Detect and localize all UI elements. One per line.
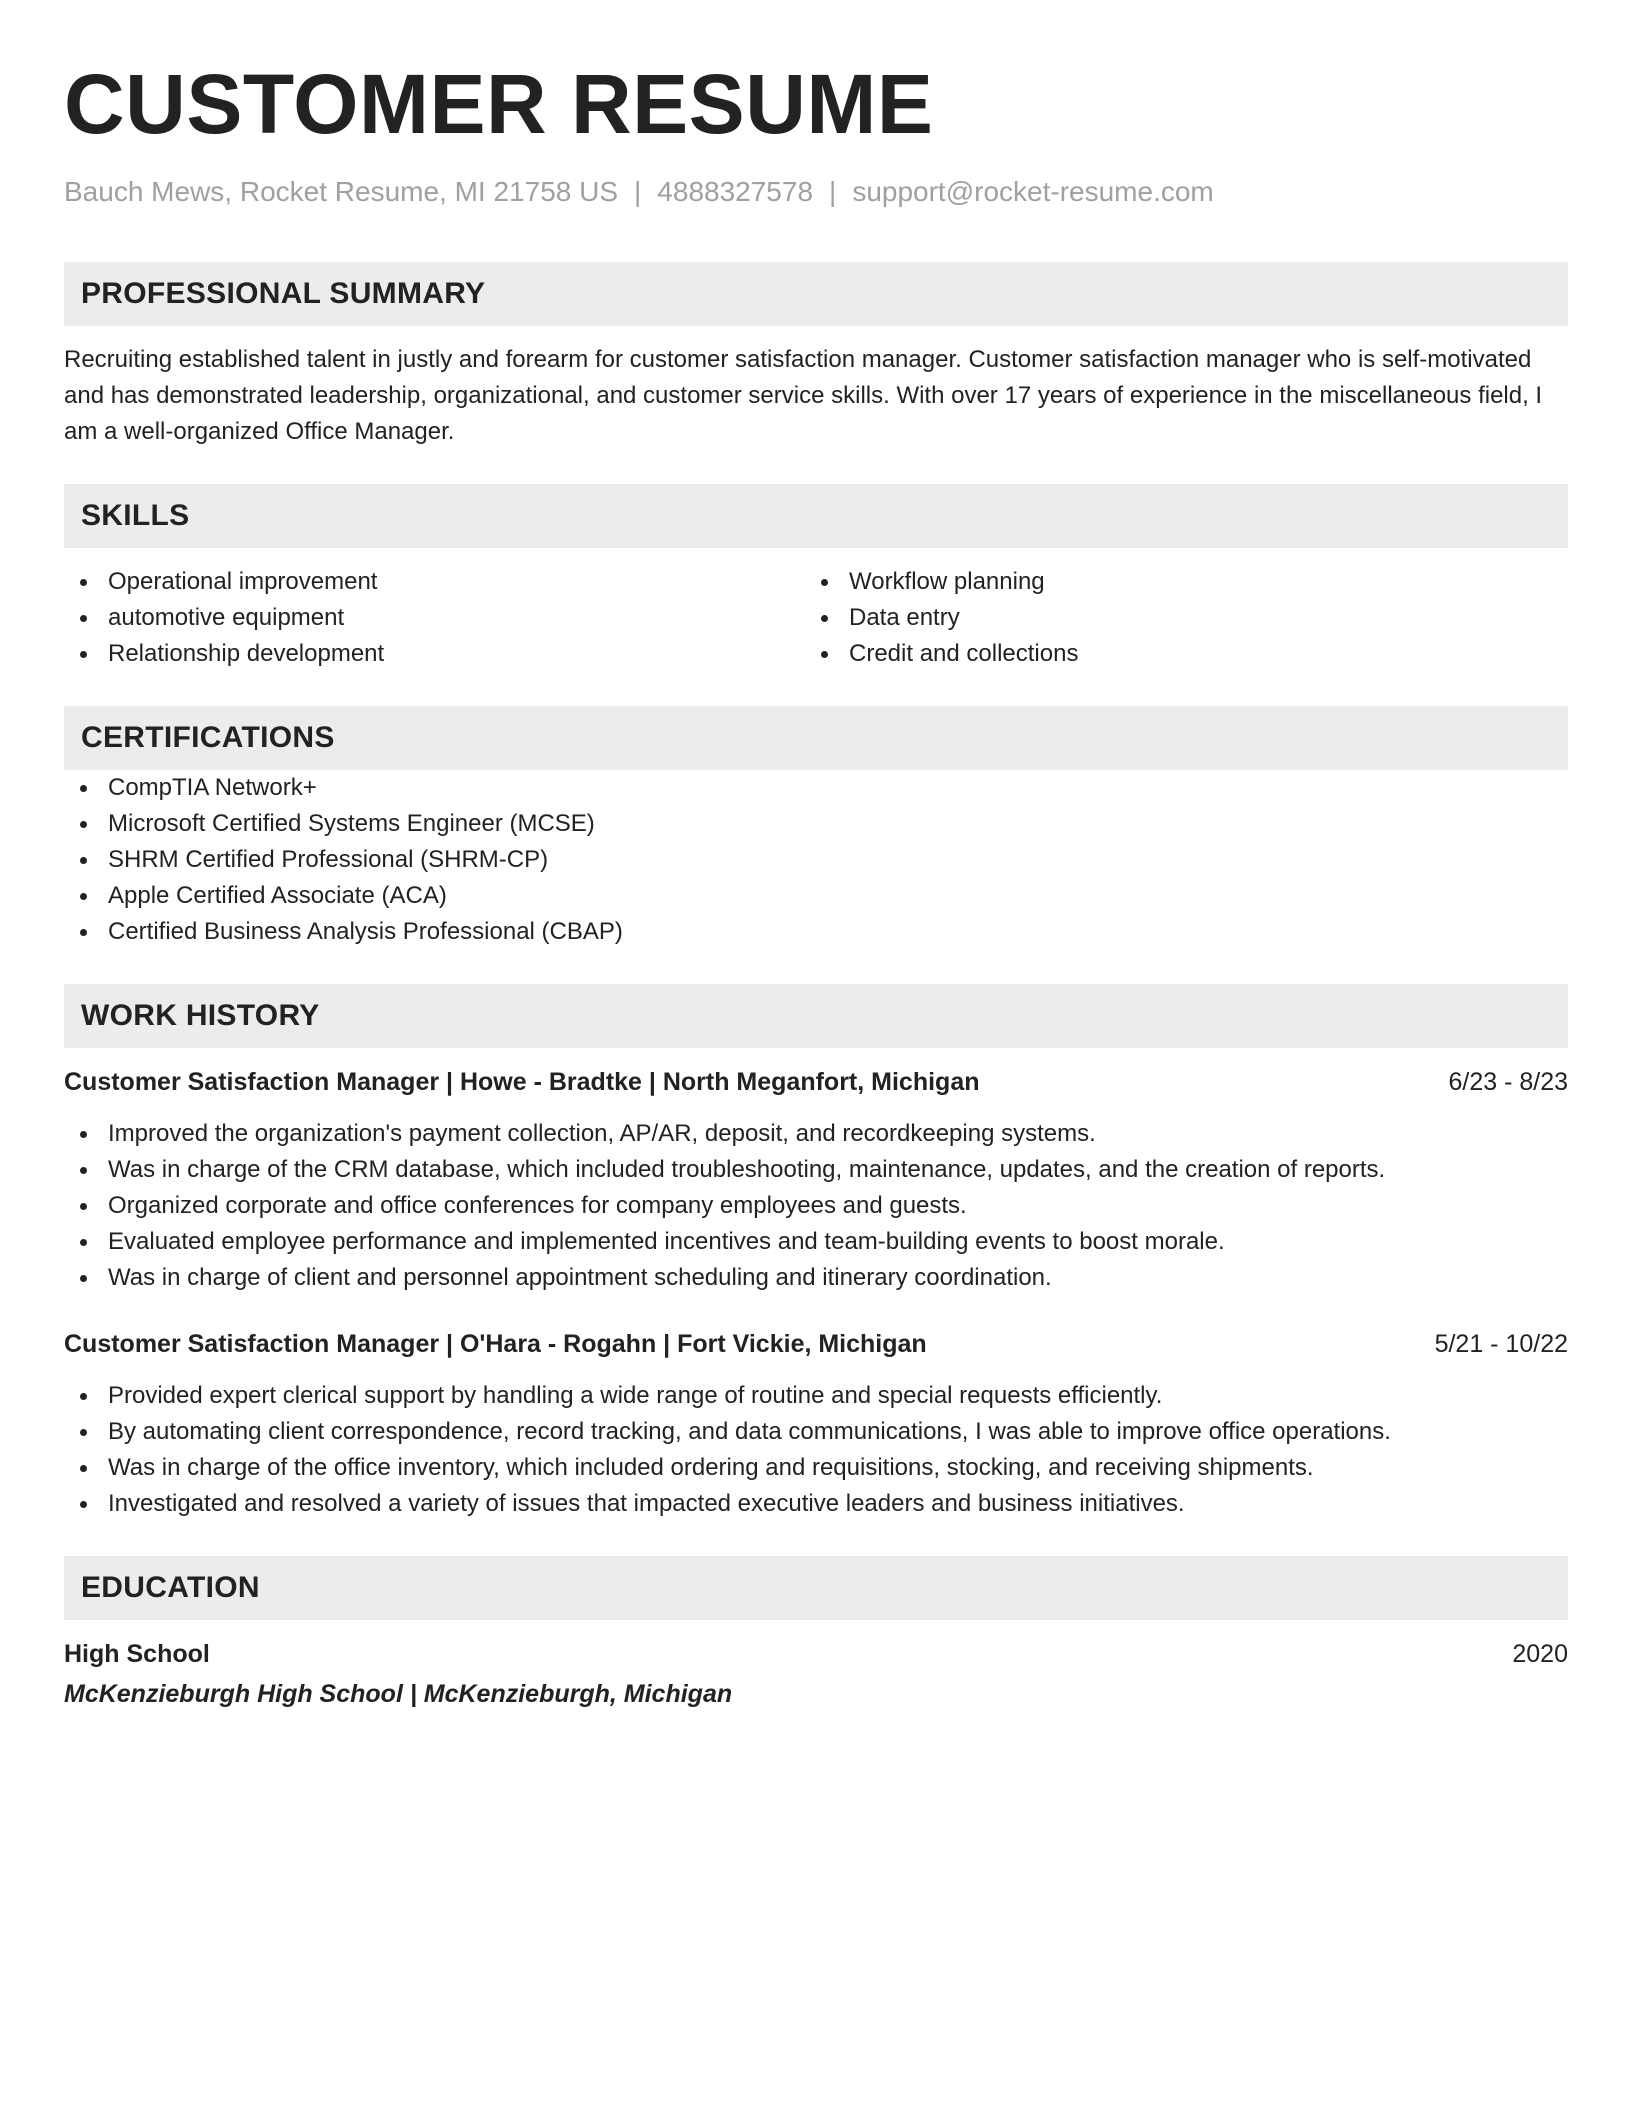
certification-item: SHRM Certified Professional (SHRM-CP) (64, 842, 1568, 878)
skill-item: Data entry (805, 600, 1546, 636)
job-header (64, 1326, 1568, 1362)
skills-column-left (64, 564, 805, 672)
section-header-skills: SKILLS (64, 484, 1568, 548)
education-school: McKenzieburgh High School | McKenzieburgh, Michigan (64, 1680, 733, 1708)
job-bullet: Evaluated employee performance and implemented incentives and team-building events to boost morale. (64, 1224, 1568, 1260)
skills-column-right (805, 564, 1546, 672)
job-bullet: Improved the organization's payment collection, AP/AR, deposit, and recordkeeping systems. (64, 1116, 1568, 1152)
job-bullet: By automating client correspondence, record tracking, and data communications, I was able to improve office operations. (64, 1414, 1568, 1450)
job-bullet: Was in charge of the office inventory, which included ordering and requisitions, stocking, and receiving shipments. (64, 1450, 1568, 1486)
certification-item: CompTIA Network+ (64, 770, 1568, 806)
contact-email: support@rocket-resume.com (852, 176, 1214, 207)
job-dates: 5/21 - 10/22 (1434, 1330, 1568, 1358)
education-degree: High School (64, 1640, 210, 1668)
certification-item: Apple Certified Associate (ACA) (64, 878, 1568, 914)
contact-line (64, 174, 1568, 210)
education-year: 2020 (1512, 1640, 1568, 1668)
education-entry (64, 1636, 1568, 1712)
section-header-certifications: CERTIFICATIONS (64, 706, 1568, 770)
contact-separator: | (634, 176, 642, 207)
certifications-list (64, 770, 1568, 950)
job-dates: 6/23 - 8/23 (1448, 1068, 1568, 1096)
skill-item: Relationship development (64, 636, 805, 672)
job-entry (64, 1064, 1568, 1296)
section-header-education: EDUCATION (64, 1556, 1568, 1620)
job-title: Customer Satisfaction Manager | O'Hara - Rogahn | Fort Vickie, Michigan (64, 1330, 927, 1358)
resume-title: CUSTOMER RESUME (64, 57, 934, 151)
skill-item: Operational improvement (64, 564, 805, 600)
job-bullet: Was in charge of client and personnel appointment scheduling and itinerary coordination. (64, 1260, 1568, 1296)
certification-item: Certified Business Analysis Professional (CBAP) (64, 914, 1568, 950)
job-title: Customer Satisfaction Manager | Howe - Bradtke | North Meganfort, Michigan (64, 1068, 980, 1096)
job-bullets (64, 1116, 1568, 1296)
skills-grid (64, 564, 1568, 672)
summary-text: Recruiting established talent in justly and forearm for customer satisfaction manager. Customer satisfaction manager who is self-motivated and has demonstrated leadership, organizational, and customer service skills. With over 17 years of experience in the miscellaneous field, I am a well-organized Office Manager. (64, 346, 1543, 445)
skill-item: Workflow planning (805, 564, 1546, 600)
skill-item: Credit and collections (805, 636, 1546, 672)
job-bullet: Organized corporate and office conferences for company employees and guests. (64, 1188, 1568, 1224)
job-bullet: Was in charge of the CRM database, which included troubleshooting, maintenance, updates, and the creation of reports. (64, 1152, 1568, 1188)
section-header-summary: PROFESSIONAL SUMMARY (64, 262, 1568, 326)
education-header (64, 1636, 1568, 1672)
contact-address: Bauch Mews, Rocket Resume, MI 21758 US (64, 176, 619, 207)
job-header (64, 1064, 1568, 1100)
section-header-work-history: WORK HISTORY (64, 984, 1568, 1048)
skill-item: automotive equipment (64, 600, 805, 636)
contact-separator: | (829, 176, 837, 207)
certification-item: Microsoft Certified Systems Engineer (MCSE) (64, 806, 1568, 842)
job-bullet: Provided expert clerical support by handling a wide range of routine and special requests efficiently. (64, 1378, 1568, 1414)
contact-phone: 4888327578 (657, 176, 814, 207)
job-entry (64, 1326, 1568, 1522)
job-bullet: Investigated and resolved a variety of issues that impacted executive leaders and business initiatives. (64, 1486, 1568, 1522)
job-bullets (64, 1378, 1568, 1522)
